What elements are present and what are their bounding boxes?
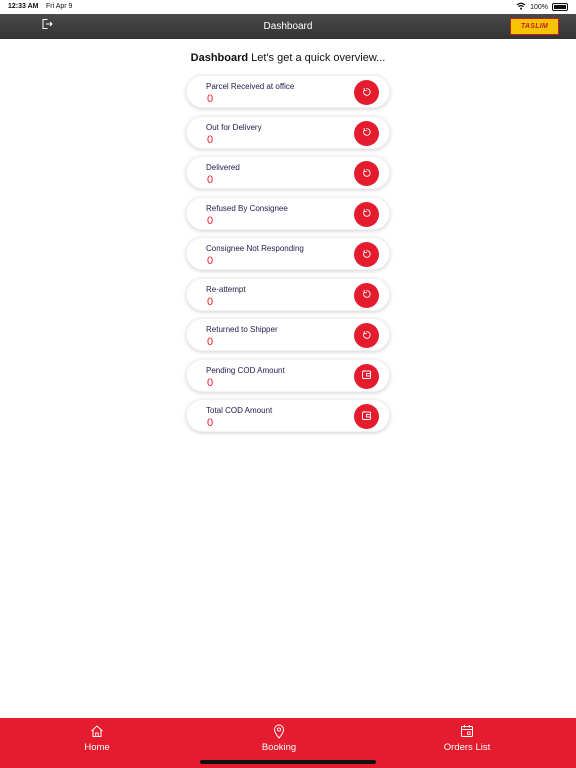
card-label: Parcel Received at office xyxy=(206,82,295,91)
logout-button[interactable] xyxy=(40,19,54,33)
wallet-icon xyxy=(361,367,372,385)
tab-booking[interactable] xyxy=(254,718,304,760)
refresh-icon xyxy=(362,205,372,223)
home-icon xyxy=(89,723,105,739)
card-parcel-received[interactable] xyxy=(186,75,390,108)
card-value: 0 xyxy=(207,255,214,267)
card-re-attempt[interactable] xyxy=(186,278,390,311)
wifi-icon xyxy=(516,2,526,12)
card-consignee-not-responding[interactable] xyxy=(186,237,390,270)
nav-bar xyxy=(0,14,576,39)
logo-text: TASLIM xyxy=(520,23,549,30)
card-label: Consignee Not Responding xyxy=(206,244,304,253)
card-wallet-button[interactable] xyxy=(354,364,379,389)
status-time: 12:33 AM xyxy=(8,3,39,10)
heading-bold: Dashboard xyxy=(190,52,249,64)
dashboard-heading xyxy=(0,52,576,64)
status-right xyxy=(516,2,568,12)
calendar-icon xyxy=(459,723,475,739)
card-label: Total COD Amount xyxy=(206,406,273,415)
card-label: Pending COD Amount xyxy=(206,365,285,375)
refresh-icon xyxy=(362,84,372,102)
tab-bar xyxy=(0,718,576,760)
card-value: 0 xyxy=(207,174,214,186)
taslim-logo xyxy=(510,18,559,35)
card-value: 0 xyxy=(207,133,214,146)
card-refresh-button[interactable] xyxy=(354,202,379,227)
refresh-icon xyxy=(362,327,372,345)
summary-cards xyxy=(186,75,390,440)
location-pin-icon xyxy=(271,723,287,739)
card-refresh-button[interactable] xyxy=(354,161,379,186)
card-value: 0 xyxy=(207,417,214,429)
wallet-icon xyxy=(361,408,372,426)
battery-percent: 100% xyxy=(530,3,548,11)
tab-orders-list[interactable] xyxy=(437,718,497,760)
card-refresh-button[interactable] xyxy=(354,283,379,308)
card-refused-by-consignee[interactable] xyxy=(186,197,390,230)
card-label: Refused By Consignee xyxy=(206,203,288,213)
home-indicator[interactable] xyxy=(200,760,376,764)
logout-icon xyxy=(41,17,53,35)
card-out-for-delivery[interactable] xyxy=(186,116,390,149)
status-date: Fri Apr 9 xyxy=(46,3,73,10)
refresh-icon xyxy=(362,165,372,183)
refresh-icon xyxy=(362,286,372,304)
card-refresh-button[interactable] xyxy=(354,242,379,267)
heading-rest: Let's get a quick overview... xyxy=(248,52,386,64)
page-title: Dashboard xyxy=(263,21,313,32)
battery-icon xyxy=(552,3,568,11)
card-pending-cod-amount[interactable] xyxy=(186,359,390,392)
card-refresh-button[interactable] xyxy=(354,80,379,105)
card-returned-to-shipper[interactable] xyxy=(186,318,390,351)
card-value: 0 xyxy=(207,214,214,227)
card-value: 0 xyxy=(207,93,214,105)
refresh-icon xyxy=(362,124,372,142)
card-total-cod-amount[interactable] xyxy=(186,399,390,432)
card-refresh-button[interactable] xyxy=(354,323,379,348)
card-label: Returned to Shipper xyxy=(206,325,278,334)
card-label: Out for Delivery xyxy=(206,122,262,132)
card-delivered[interactable] xyxy=(186,156,390,189)
card-value: 0 xyxy=(207,336,214,348)
status-bar xyxy=(0,0,576,14)
tab-home[interactable] xyxy=(72,718,122,760)
card-refresh-button[interactable] xyxy=(354,121,379,146)
tab-label: Booking xyxy=(261,742,297,753)
tab-label: Home xyxy=(84,742,110,753)
card-label: Delivered xyxy=(206,163,240,172)
card-wallet-button[interactable] xyxy=(354,404,379,429)
refresh-icon xyxy=(362,246,372,264)
card-value: 0 xyxy=(207,376,214,389)
tab-label: Orders List xyxy=(443,742,491,753)
card-label: Re-attempt xyxy=(206,284,246,294)
card-value: 0 xyxy=(207,295,214,308)
